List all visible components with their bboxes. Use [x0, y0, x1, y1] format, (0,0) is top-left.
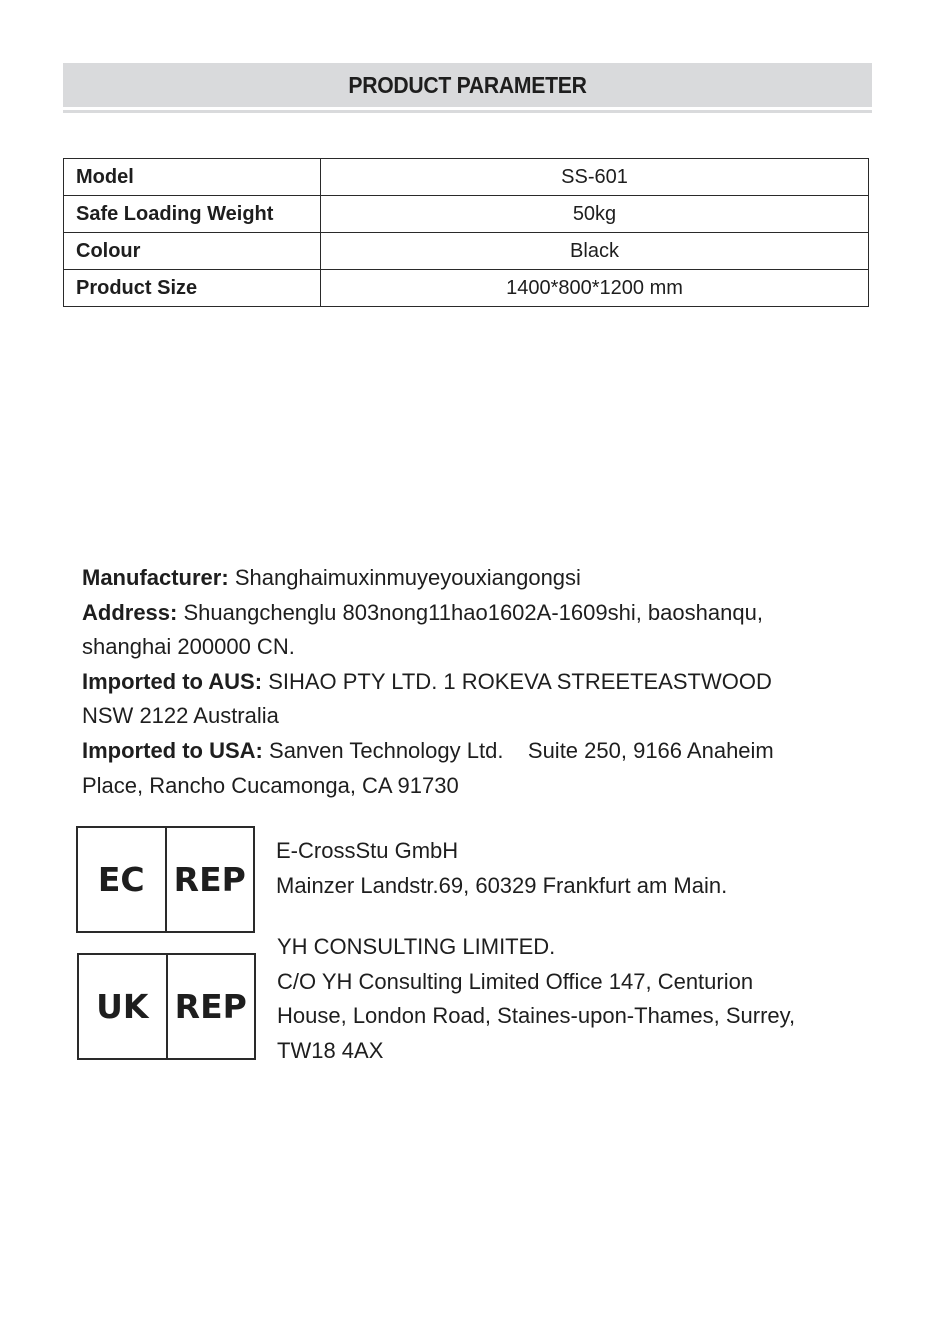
importer-usa-label: Imported to USA: [82, 737, 263, 763]
importer-aus-value-line1: SIHAO PTY LTD. 1 ROKEVA STREETEASTWOOD [268, 668, 772, 694]
importer-aus-value-line2: NSW 2122 Australia [82, 703, 279, 729]
param-value-colour: Black [321, 233, 869, 270]
company-info [82, 561, 872, 803]
importer-usa-line [82, 734, 872, 769]
ec-rep-company: E-CrossStu GmbH [276, 838, 459, 863]
importer-aus-line [82, 665, 872, 700]
manufacturer-label: Manufacturer: [82, 565, 229, 590]
ec-rep-symbol [76, 826, 255, 933]
table-row [64, 159, 869, 196]
address-value-line2: shanghai 200000 CN. [82, 634, 295, 660]
param-label-weight: Safe Loading Weight [64, 196, 321, 233]
uk-rep-info [277, 930, 795, 1068]
table-row [64, 270, 869, 307]
uk-rep-address-line2: House, London Road, Staines-upon-Thames, Surrey, [277, 1003, 796, 1029]
param-value-weight: 50kg [321, 196, 869, 233]
uk-rep-address-line1: C/O YH Consulting Limited Office 147, Centurion [277, 968, 754, 994]
uk-rep-symbol-left: UK [96, 987, 149, 1026]
param-value-model: SS-601 [321, 159, 869, 196]
table-row [64, 233, 869, 270]
manufacturer-line [82, 561, 872, 596]
ec-rep-address: Mainzer Landstr.69, 60329 Frankfurt am Main. [276, 872, 728, 898]
ec-rep-symbol-left: EC [97, 860, 145, 899]
param-value-size: 1400*800*1200 mm [321, 270, 869, 307]
table-row [64, 196, 869, 233]
address-value-line1: Shuangchenglu 803nong11hao1602A-1609shi, baoshanqu, [183, 599, 763, 625]
importer-aus-label: Imported to AUS: [82, 668, 263, 694]
importer-usa-value-line2: Place, Rancho Cucamonga, CA 91730 [82, 772, 459, 798]
uk-rep-address-line3: TW18 4AX [277, 1037, 384, 1063]
uk-rep-company: YH CONSULTING LIMITED. [277, 934, 556, 959]
parameter-table [63, 158, 869, 307]
ec-rep-info [276, 834, 727, 903]
address-label: Address: [82, 599, 178, 625]
ec-rep-symbol-right: REP [165, 828, 254, 931]
uk-rep-symbol [77, 953, 256, 1060]
param-label-colour: Colour [64, 233, 321, 270]
importer-usa-value-line1: Sanven Technology Ltd. Suite 250, 9166 Anaheim [269, 737, 774, 763]
header-divider [63, 110, 872, 113]
param-label-size: Product Size [64, 270, 321, 307]
uk-rep-symbol-right: REP [166, 955, 255, 1058]
param-label-model: Model [64, 159, 321, 196]
manufacturer-value: Shanghaimuxinmuyeyouxiangongsi [234, 565, 581, 590]
header-band [63, 63, 872, 107]
page-title: PRODUCT PARAMETER [348, 71, 587, 98]
address-line [82, 596, 872, 631]
